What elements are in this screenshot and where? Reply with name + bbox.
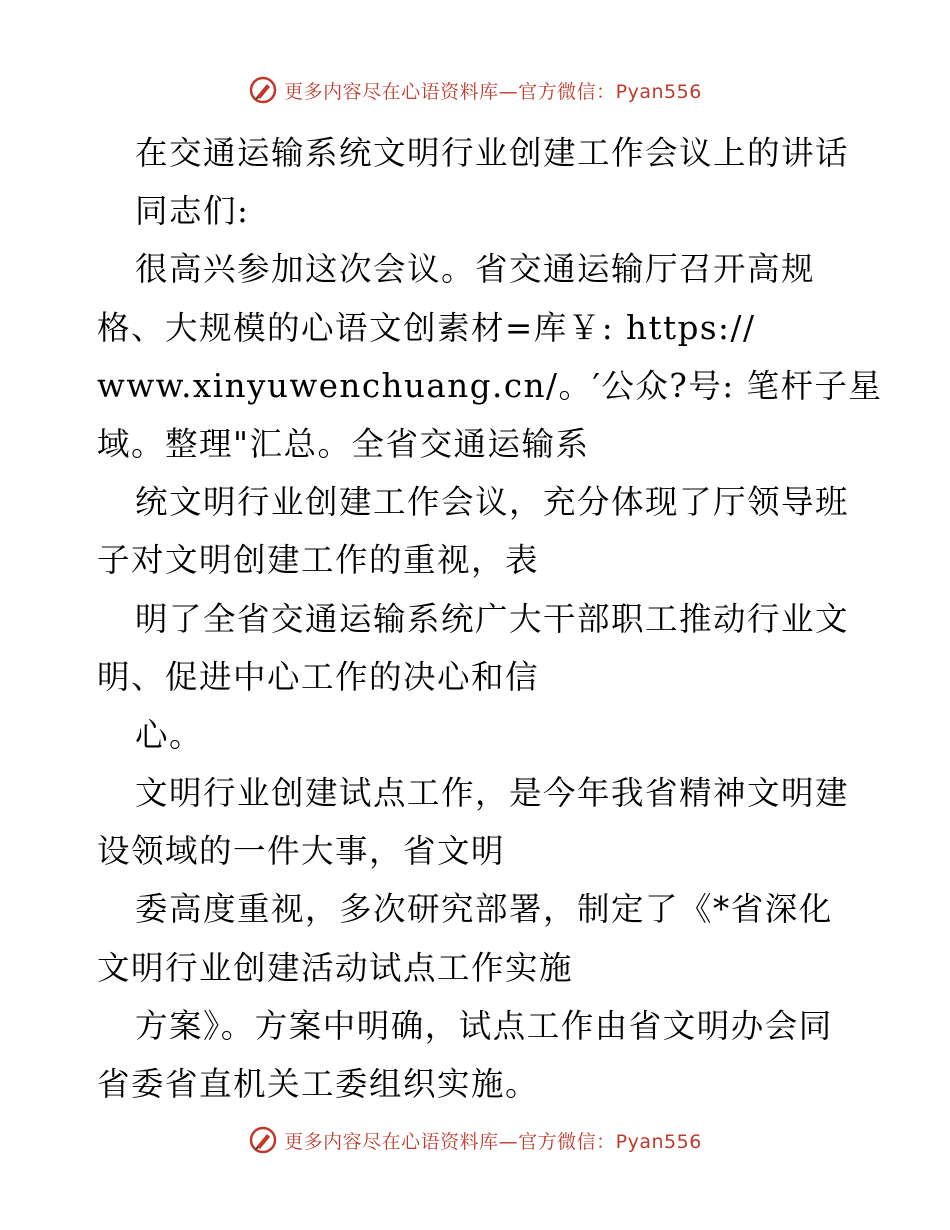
paragraph-line: 文明行业创建试点工作，是今年我省精神文明建 <box>135 774 850 813</box>
paragraph-line: 明、促进中心工作的决心和信 <box>97 657 540 696</box>
paragraph-line: www.xinyuwenchuang.cn/。′公众?号: 笔杆子星 <box>97 366 883 405</box>
pen-logo-icon <box>248 1125 278 1155</box>
salutation: 同志们: <box>135 192 250 231</box>
paragraph-line: 委高度重视，多次研究部署，制定了《*省深化 <box>135 890 833 929</box>
paragraph-line: 设领域的一件大事，省文明 <box>97 832 506 871</box>
document-title: 在交通运输系统文明行业创建工作会议上的讲话 <box>135 134 850 172</box>
paragraph-line: 心。 <box>135 715 204 754</box>
paragraph-line: 省委省直机关工委组织实施。 <box>97 1065 540 1103</box>
paragraph-line: 子对文明创建工作的重视，表 <box>97 541 540 580</box>
paragraph-line: 很高兴参加这次会议。省交通运输厅召开高规 <box>135 250 816 289</box>
paragraph-line: 域。整理"汇总。全省交通运输系 <box>97 424 590 463</box>
paragraph-line: 格、大规模的心语文创素材=库￥: https:// <box>97 308 756 347</box>
paragraph-line: 文明行业创建活动试点工作实施 <box>97 948 574 987</box>
paragraph-line: 明了全省交通运输系统广大干部职工推动行业文 <box>135 599 850 638</box>
header-banner <box>0 70 950 110</box>
paragraph-line: 方案》。方案中明确，试点工作由省文明办会同 <box>135 1006 833 1045</box>
paragraph-line: 统文明行业创建工作会议，充分体现了厅领导班 <box>135 483 850 522</box>
header-banner-text: 更多内容尽在心语资料库—官方微信：Pyan556 <box>284 80 702 103</box>
pen-logo-icon <box>248 75 278 105</box>
footer-banner <box>0 1120 950 1160</box>
document-body <box>97 124 883 1113</box>
footer-banner-text: 更多内容尽在心语资料库—官方微信：Pyan556 <box>284 1130 702 1153</box>
